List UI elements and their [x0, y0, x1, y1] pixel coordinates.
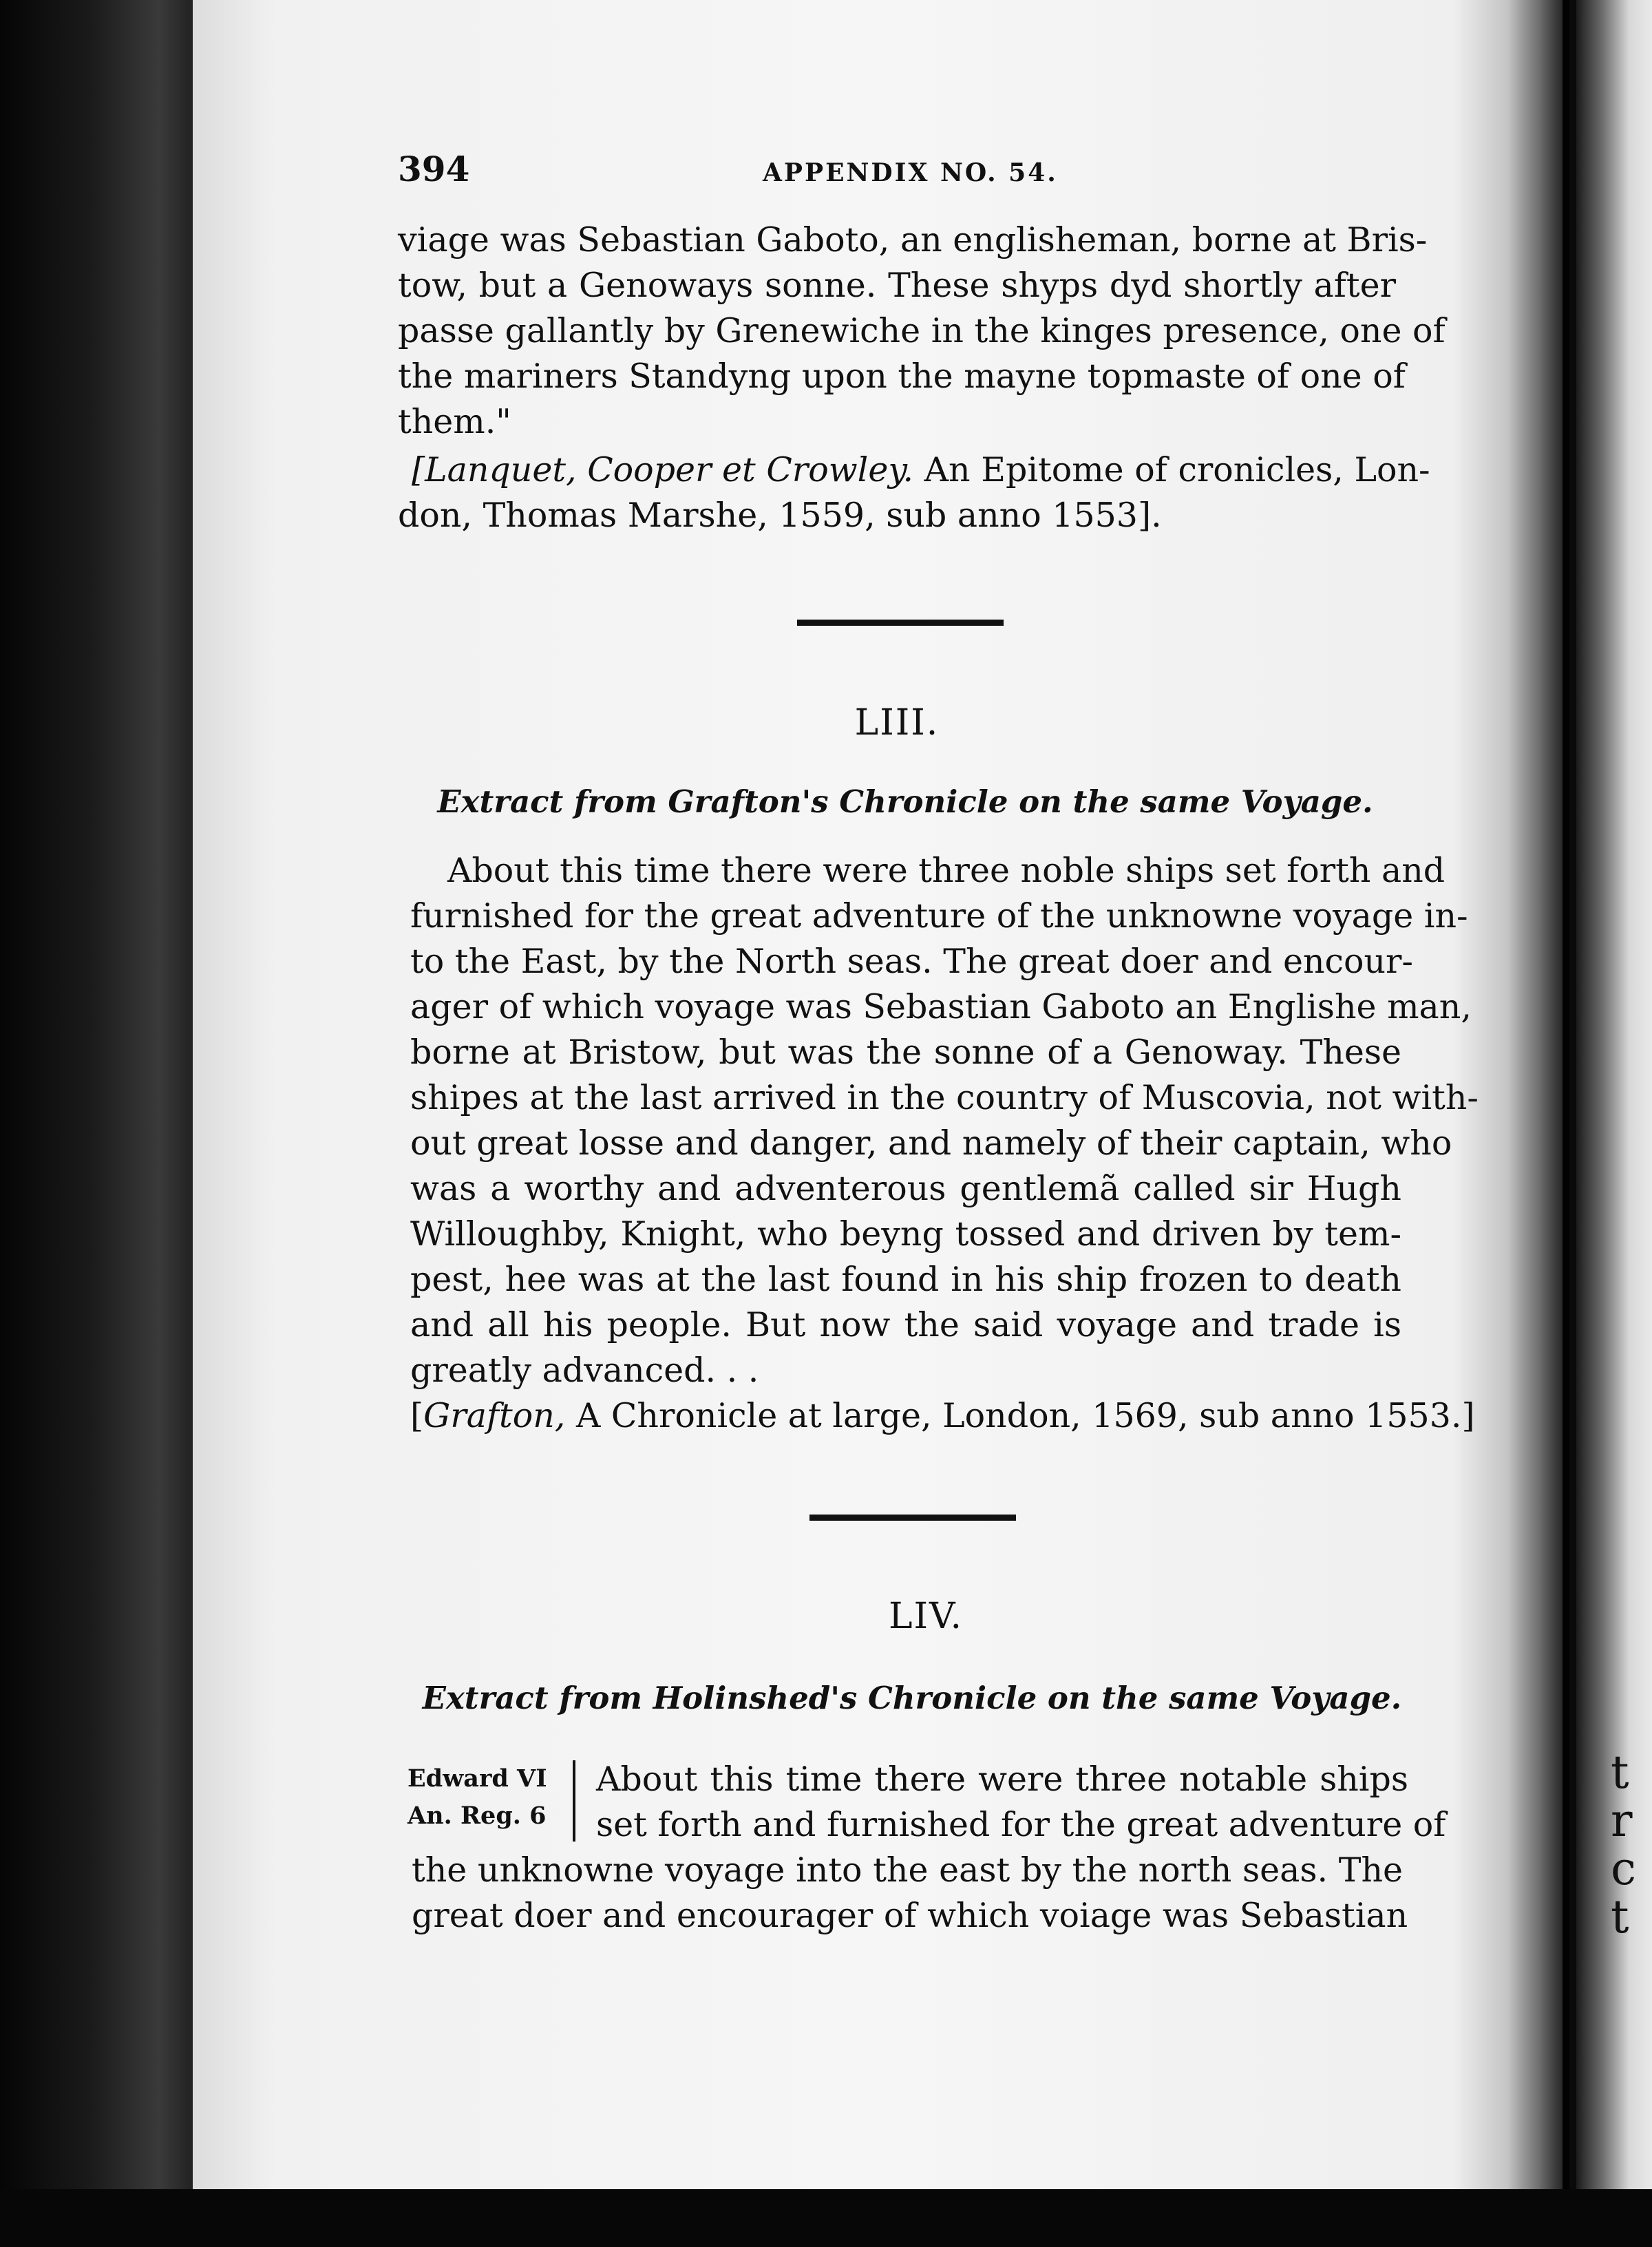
- text-line: great doer and encourager of which voiage was Sebastian: [412, 1896, 1408, 1935]
- running-head: APPENDIX NO. 54.: [763, 158, 1058, 187]
- citation-authors: [Lanquet, Cooper et Crowley.: [412, 450, 914, 489]
- text-line: and all his people. But now the said voyage and trade is: [410, 1305, 1401, 1344]
- bracket: [: [410, 1396, 424, 1435]
- film-bottom-band: [0, 2189, 1652, 2247]
- text-line: to the East, by the North seas. The great doer and encour-: [410, 942, 1413, 981]
- sidenote-line: An. Reg. 6: [407, 1802, 547, 1830]
- page-header: [398, 149, 1403, 197]
- text-line: ager of which voyage was Sebastian Gaboto an Englishe man,: [410, 987, 1472, 1026]
- text-line: them.": [398, 402, 511, 441]
- fragment-letter: t: [1611, 1746, 1629, 1799]
- text-line: borne at Bristow, but was the sonne of a Genoway. These: [410, 1033, 1401, 1072]
- section-divider: [809, 1515, 1016, 1521]
- section-subtitle-liv: Extract from Holinshed's Chronicle on the same Voyage.: [422, 1680, 1402, 1716]
- fragment-letter: c: [1611, 1842, 1636, 1895]
- film-left-shadow: [0, 0, 200, 2247]
- text-line: was a worthy and adventerous gentlemã called sir Hugh: [410, 1169, 1401, 1208]
- fragment-letter: t: [1611, 1890, 1629, 1943]
- continuation-citation: [398, 447, 1430, 538]
- text-line: shipes at the last arrived in the country of Muscovia, not with-: [410, 1078, 1479, 1117]
- text-line: the mariners Standyng upon the mayne topmaste of one of: [398, 357, 1406, 396]
- section-liv-opening: [596, 1757, 1446, 1848]
- section-subtitle-liii: Extract from Grafton's Chronicle on the same Voyage.: [437, 783, 1373, 820]
- citation-line: [412, 447, 1430, 493]
- continuation-paragraph: [398, 218, 1446, 445]
- page-gutter-shadow: [1507, 0, 1569, 2189]
- text-line: Willoughby, Knight, who beyng tossed and driven by tem-: [410, 1214, 1401, 1254]
- text-line: About this time there were three noble ships set forth and: [447, 851, 1446, 890]
- text-line: greatly advanced. . .: [410, 1351, 759, 1390]
- citation-line: [410, 1393, 1475, 1439]
- citation-title: An Epitome of cronicles, Lon-: [913, 450, 1430, 489]
- text-line: tow, but a Genoways sonne. These shyps dyd shortly after: [398, 266, 1396, 305]
- citation-line: don, Thomas Marshe, 1559, sub anno 1553].: [398, 496, 1162, 535]
- text-line: viage was Sebastian Gaboto, an englisheman, borne at Bris-: [398, 220, 1428, 260]
- section-number-liv: LIV.: [888, 1596, 964, 1637]
- facing-page-fragments: [1611, 1746, 1645, 1943]
- section-divider: [797, 620, 1004, 626]
- citation-author: Grafton,: [423, 1396, 566, 1435]
- section-liv-paragraph: [412, 1848, 1408, 1939]
- section-liii-paragraph: [410, 848, 1479, 1439]
- text-line: passe gallantly by Grenewiche in the kinges presence, one of: [398, 311, 1446, 350]
- text-line: out great losse and danger, and namely of their captain, who: [410, 1124, 1452, 1163]
- text-line: the unknowne voyage into the east by the north seas. The: [412, 1850, 1403, 1890]
- section-number-liii: LIII.: [854, 702, 940, 743]
- fragment-letter: r: [1611, 1794, 1633, 1847]
- sidenote-line: Edward VI: [407, 1764, 547, 1793]
- text-line: About this time there were three notable ships: [596, 1760, 1408, 1799]
- citation-title: A Chronicle at large, London, 1569, sub anno 1553.]: [565, 1396, 1475, 1435]
- text-line: set forth and furnished for the great adventure of: [596, 1805, 1446, 1844]
- margin-sidenote: [407, 1760, 575, 1842]
- text-line: pest, hee was at the last found in his ship frozen to death: [410, 1260, 1401, 1299]
- page-number: 394: [398, 149, 470, 189]
- text-line: furnished for the great adventure of the unknowne voyage in-: [410, 896, 1468, 936]
